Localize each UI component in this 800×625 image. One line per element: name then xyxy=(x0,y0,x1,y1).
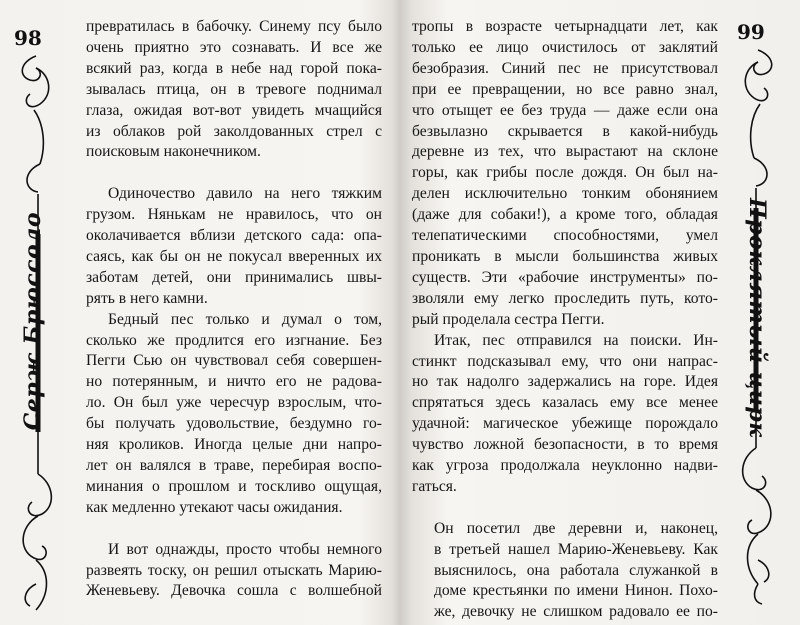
text-line: Пегги Сью он чувствовал себя совершен- xyxy=(86,352,382,370)
paragraph-first-line: выяснилось, она работала служанкой в xyxy=(434,561,718,579)
text-line: только ее лицо очистилось от заклятий xyxy=(412,38,718,56)
text-line: минания о прошлом и тоскливо ощущая, xyxy=(86,477,382,495)
paragraph-gap xyxy=(86,519,382,540)
text-line: превратилась в бабочку. Синему псу было xyxy=(86,18,382,35)
running-title: Проклятый цирк xyxy=(744,198,770,438)
text-line: рый проделала сестра Пегги. xyxy=(412,310,605,328)
text-line: безобразия. Синий пес не присутствовал xyxy=(412,59,718,77)
text-line: (даже для собаки!), а кроме того, обладая xyxy=(412,206,718,224)
text-line: ло. Он был уже чересчур взрослым, что- xyxy=(86,394,382,412)
text-line: при ее превращении, но все равно знал, xyxy=(412,80,718,98)
text-line: лет он валялся в траве, перебирая воспо- xyxy=(86,457,382,475)
text-line: стинкт подсказывал ему, что они напрас- xyxy=(412,352,718,370)
text-line: из облаков рой заколдованных стрел с xyxy=(86,122,382,140)
text-line: саясь, как бы он не покусал вверенных их xyxy=(86,247,382,265)
text-line: проникать в мысли большинства живых xyxy=(412,247,718,265)
paragraph-first-line: Он посетил две деревни и, наконец, xyxy=(434,519,718,537)
paragraph-gap xyxy=(412,498,718,519)
paragraph-first-line: в третьей нашел Марию-Женевьеву. Как xyxy=(434,540,718,558)
text-line: как угроза продолжала неуклонно надви- xyxy=(412,457,718,475)
text-line: зволяли ему легко проследить путь, кото- xyxy=(412,289,718,307)
page-text xyxy=(86,17,382,602)
paragraph-first-line: доме крестьянки по имени Нинон. Похо- xyxy=(434,582,718,600)
text-line: удачной: магическое убежище порождало xyxy=(412,415,718,433)
text-line: грузом. Нянькам не нравилось, что он xyxy=(86,206,382,224)
text-line: няя кроликов. Иногда целые дни напро- xyxy=(86,436,382,454)
running-title: Серж Брюссоло xyxy=(20,212,46,431)
text-line: телепатическими способностями, умел xyxy=(412,227,718,245)
paragraph-first-line: И вот однажды, просто чтобы немного xyxy=(108,540,382,558)
text-line: всякий раз, когда в небе над горой пока- xyxy=(86,59,382,77)
paragraph-first-line: же, девочку не слишком радовало ее по- xyxy=(434,603,718,621)
text-line: тропы в возрасте четырнадцати лет, как xyxy=(412,18,718,35)
paragraph-gap xyxy=(86,163,382,184)
text-line: сколько же продлится его изгнание. Без xyxy=(86,331,382,349)
page-text xyxy=(412,17,718,623)
text-line: как медленно утекают часы ожидания. xyxy=(86,498,343,516)
text-line: рять в него камни. xyxy=(86,289,208,307)
text-line: но потерянным, и ничто его не радова- xyxy=(86,373,382,391)
right-page xyxy=(400,0,800,625)
paragraph-first-line: Итак, пес отправился на поиски. Ин- xyxy=(434,331,718,349)
text-line: существ. Эти «рабочие инструменты» по- xyxy=(412,268,718,286)
text-line: бы получать удовольствие, бездумно го- xyxy=(86,415,382,433)
page-number: 98 xyxy=(14,26,42,50)
text-line: что отыщет ее без труда — даже если она xyxy=(412,101,718,119)
paragraph-first-line: Бедный пес только и думал о том, xyxy=(108,310,382,328)
text-line: спрятаться здесь казалась ему все менее xyxy=(412,394,718,412)
text-line: глаза, ожидая вот-вот увидеть мчащийся xyxy=(86,101,382,119)
text-line: зывалась птица, он в тревоге поднимал xyxy=(86,80,382,98)
text-line: чувство ложной безопасности, в то время xyxy=(412,436,718,454)
page-number: 99 xyxy=(737,20,765,44)
text-line: но так надолго задержались на горе. Идея xyxy=(412,373,718,391)
text-line: горы, как грибы после дождя. Он был на- xyxy=(412,164,718,182)
text-line: поисковым наконечником. xyxy=(86,143,261,161)
text-line: околачивается вблизи детского сада: опа- xyxy=(86,227,382,245)
text-line: заботам детей, они принимались швы- xyxy=(86,268,382,286)
text-line: очень приятно это сознавать. И все же xyxy=(86,38,382,56)
text-line: безвылазно скрывается в какой-нибудь xyxy=(412,122,718,140)
paragraph-first-line: Одиночество давило на него тяжким xyxy=(108,185,382,203)
text-line: развеять тоску, он решил отыскать Марию- xyxy=(86,561,382,579)
text-line: делен исключительно тонким обонянием xyxy=(412,185,718,203)
text-line: Женевьеву. Девочка сошла с волшебной xyxy=(86,582,382,600)
text-line: гаться. xyxy=(412,477,457,495)
text-line: деревне из тех, что вырастают на склоне xyxy=(412,143,718,161)
